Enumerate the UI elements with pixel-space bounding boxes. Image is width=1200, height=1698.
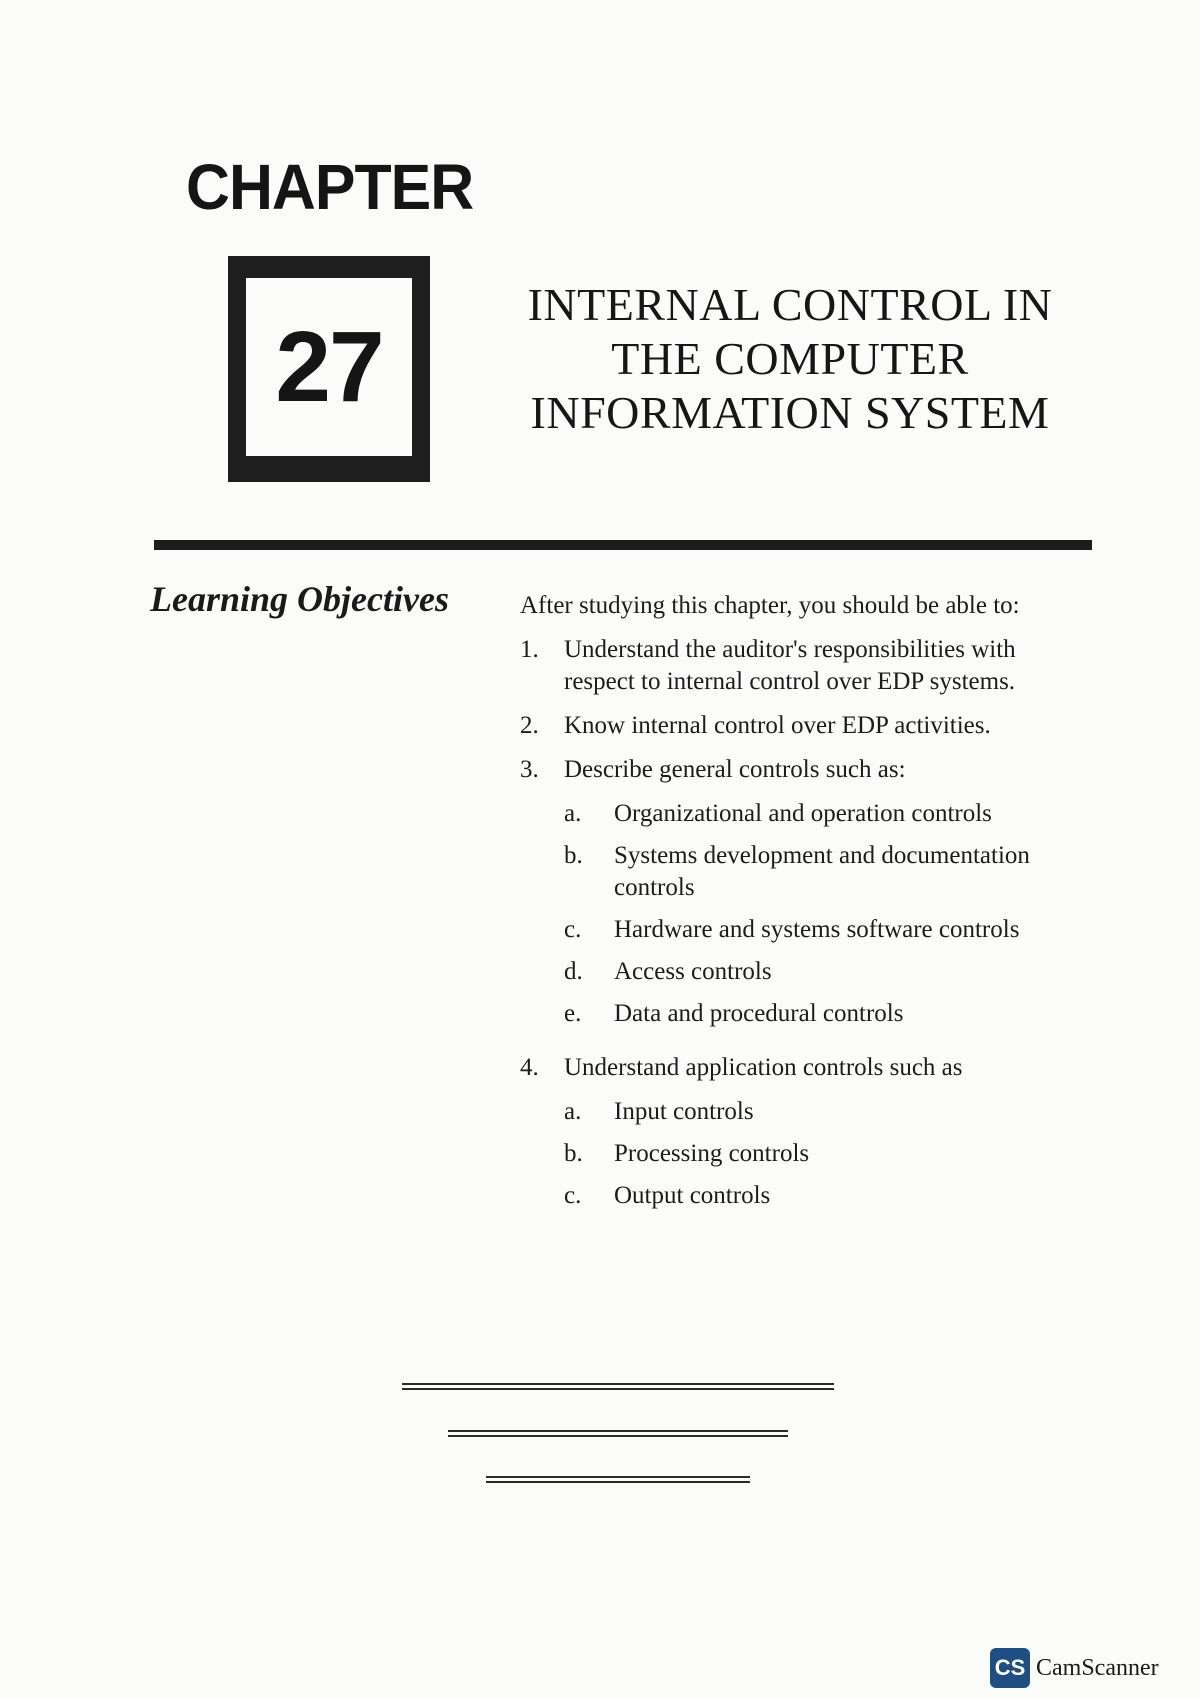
objective-number: 3. (520, 756, 539, 783)
sub-objective-letter: d. (564, 958, 583, 985)
sub-objective-text: Organizational and operation controls (614, 800, 992, 827)
sub-objective-list (564, 1096, 1090, 1212)
sub-objective-item (564, 1180, 1090, 1212)
sub-objective-letter: c. (564, 916, 582, 943)
sub-objective-text: Input controls (614, 1098, 754, 1125)
objective-number: 4. (520, 1054, 539, 1081)
chapter-number: 27 (246, 278, 412, 456)
chapter-title-line: INFORMATION SYSTEM (530, 387, 1050, 438)
sub-objective-letter: e. (564, 1000, 582, 1027)
objectives-intro: After studying this chapter, you should be able to: (520, 592, 1020, 619)
objective-item (520, 634, 1090, 698)
camscanner-name: CamScanner (1036, 1654, 1159, 1681)
sub-objective-item (564, 1096, 1090, 1128)
chapter-title (490, 278, 1090, 440)
sub-objective-item (564, 1138, 1090, 1170)
objective-number: 1. (520, 636, 539, 663)
chapter-title-line: THE COMPUTER (611, 333, 969, 384)
camscanner-watermark (990, 1648, 1159, 1688)
decorative-rule (402, 1383, 834, 1390)
chapter-word: CHAPTER (186, 151, 474, 223)
objective-item (520, 754, 1090, 1040)
decorative-rule (486, 1476, 750, 1483)
sub-objective-item (564, 998, 1090, 1030)
objective-text: Understand application controls such as (564, 1054, 963, 1081)
chapter-title-line: INTERNAL CONTROL IN (527, 279, 1053, 330)
sub-objective-text: Hardware and systems software controls (614, 916, 1020, 943)
sub-objective-item (564, 798, 1090, 830)
sub-objective-list (564, 798, 1090, 1030)
sub-objective-text: Data and procedural controls (614, 1000, 904, 1027)
sub-objective-letter: b. (564, 1140, 583, 1167)
learning-objectives-heading: Learning Objectives (150, 579, 449, 619)
sub-objective-text: Systems development and documentation controls (614, 842, 1030, 901)
sub-objective-item (564, 840, 1090, 904)
objective-number: 2. (520, 712, 539, 739)
objective-item (520, 1052, 1090, 1222)
sub-objective-letter: b. (564, 842, 583, 869)
objectives-list (520, 590, 1090, 1234)
objective-text: Describe general controls such as: (564, 756, 906, 783)
sub-objective-letter: c. (564, 1182, 582, 1209)
sub-objective-text: Processing controls (614, 1140, 810, 1167)
chapter-number-box (228, 256, 430, 482)
sub-objective-item (564, 956, 1090, 988)
section-divider (154, 540, 1092, 550)
sub-objective-item (564, 914, 1090, 946)
objective-text: Understand the auditor's responsibilities with respect to internal control over EDP systems. (564, 636, 1016, 695)
sub-objective-letter: a. (564, 1098, 582, 1125)
camscanner-logo-icon: CS (990, 1648, 1030, 1688)
sub-objective-text: Output controls (614, 1182, 771, 1209)
objective-text: Know internal control over EDP activities. (564, 712, 991, 739)
sub-objective-letter: a. (564, 800, 582, 827)
objective-item (520, 710, 1090, 742)
sub-objective-text: Access controls (614, 958, 772, 985)
decorative-rule (448, 1430, 788, 1437)
